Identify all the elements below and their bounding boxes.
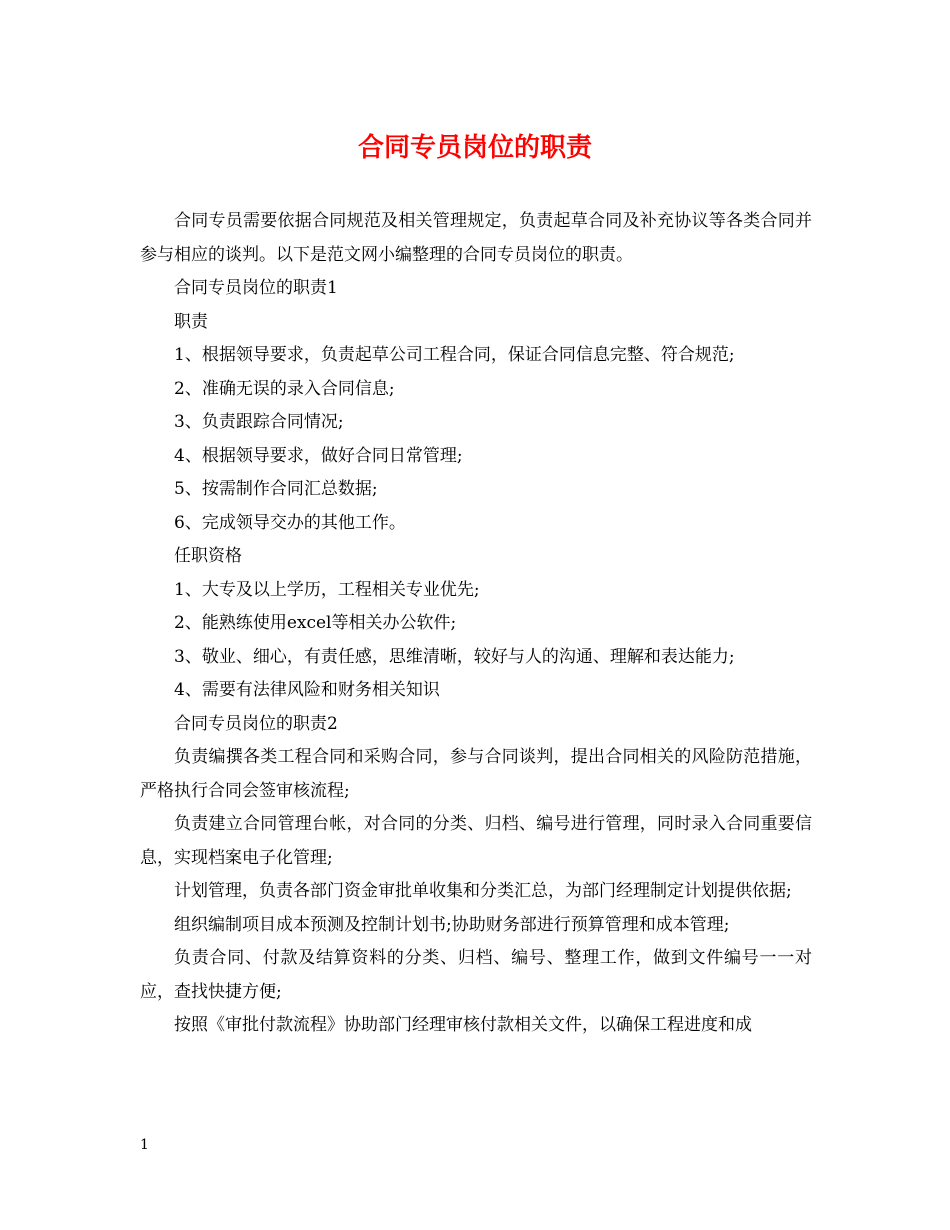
body-paragraph: 按照《审批付款流程》协助部门经理审核付款相关文件，以确保工程进度和成 <box>174 1015 752 1035</box>
qualification-item-4: 4、需要有法律风险和财务相关知识 <box>174 680 440 700</box>
qualification-item-2: 2、能熟练使用excel等相关办公软件; <box>174 613 457 633</box>
body-paragraph: 负责建立合同管理台帐，对合同的分类、归档、编号进行管理，同时录入合同重要信息，实现档案电子化管理; <box>140 814 812 868</box>
document-body <box>140 205 812 1043</box>
body-paragraph: 计划管理，负责各部门资金审批单收集和分类汇总，为部门经理制定计划提供依据; <box>174 881 792 901</box>
duty-item-2: 2、准确无误的录入合同信息; <box>174 378 395 399</box>
page-number: 1 <box>140 1137 149 1153</box>
section-heading-1: 合同专员岗位的职责1 <box>174 278 338 298</box>
section-heading-2: 合同专员岗位的职责2 <box>174 713 338 734</box>
duty-item-6: 6、完成领导交办的其他工作。 <box>174 512 406 533</box>
duty-item-4: 4、根据领导要求，做好合同日常管理; <box>174 445 463 466</box>
duty-item-3: 3、负责跟踪合同情况; <box>174 412 344 432</box>
page-title: 合同专员岗位的职责 <box>357 133 592 163</box>
body-paragraph: 负责合同、付款及结算资料的分类、归档、编号、整理工作，做到文件编号一一对应，查找快捷方便; <box>140 948 812 1002</box>
body-paragraph: 负责编撰各类工程合同和采购合同，参与合同谈判，提出合同相关的风险防范措施，严格执行合同会签审核流程; <box>140 747 812 801</box>
qualification-item-1: 1、大专及以上学历，工程相关专业优先; <box>174 579 480 600</box>
subheading-qualifications: 任职资格 <box>174 546 242 566</box>
intro-paragraph: 合同专员需要依据合同规范及相关管理规定，负责起草合同及补充协议等各类合同并参与相应的谈判。以下是范文网小编整理的合同专员岗位的职责。 <box>140 211 812 265</box>
duty-item-5: 5、按需制作合同汇总数据; <box>174 479 378 499</box>
subheading-duties: 职责 <box>174 311 208 332</box>
duty-item-1: 1、根据领导要求，负责起草公司工程合同，保证合同信息完整、符合规范; <box>174 345 735 365</box>
qualification-item-3: 3、敬业、细心，有责任感，思维清晰，较好与人的沟通、理解和表达能力; <box>174 646 735 667</box>
body-paragraph: 组织编制项目成本预测及控制计划书;协助财务部进行预算管理和成本管理; <box>174 914 730 935</box>
